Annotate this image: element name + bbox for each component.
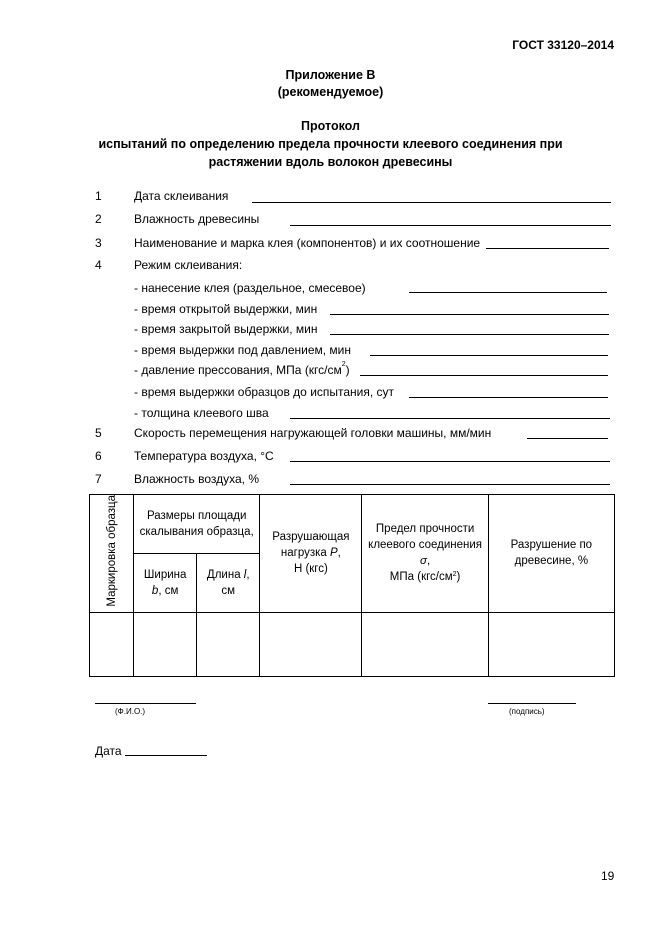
name-caption: (Ф.И.О.) [115, 707, 146, 716]
table-cell[interactable] [488, 612, 614, 676]
col-strength-unit: МПа (кгс/см [389, 571, 453, 584]
field-label-air-temp: Температура воздуха, °С [134, 449, 274, 463]
col-length-var: l [243, 568, 247, 581]
field-number: 2 [95, 212, 102, 226]
field-number: 5 [95, 426, 102, 440]
table-cell[interactable] [362, 612, 488, 676]
table-row [90, 612, 615, 676]
field-label-head-speed: Скорость перемещения нагружающей головки машины, мм/мин [134, 426, 492, 440]
pressure-tail: ) [345, 363, 350, 377]
field-line-glue-date[interactable] [252, 202, 611, 203]
name-signature-line[interactable] [95, 703, 196, 704]
col-length-b: , [246, 568, 250, 581]
protocol-subtitle-line1: испытаний по определению предела прочности клеевого соединения при [98, 137, 563, 151]
field-line-glue-thickness[interactable] [290, 418, 610, 419]
field-label-glue-name: Наименование и марка клея (компонентов) и их соотношение [134, 236, 481, 250]
col-load-var: P [330, 547, 338, 560]
field-line-sample-hold[interactable] [409, 397, 608, 398]
col-wood-failure: Разрушение по древесине, % [488, 495, 614, 613]
signature-line[interactable] [488, 703, 576, 704]
field-line-glue-name[interactable] [486, 248, 609, 249]
field-number: 7 [95, 472, 102, 486]
col-width-var: b [151, 584, 159, 597]
col-marking-text: Маркировка образца [105, 495, 118, 607]
col-width-a: Ширина [143, 568, 187, 581]
field-label-closed-time: - время закрытой выдержки, мин [134, 322, 318, 336]
page-number: 19 [601, 869, 615, 883]
field-line-air-temp[interactable] [290, 461, 610, 462]
col-length [197, 553, 260, 612]
pressure-text: - давление прессования, МПа (кгс/см [134, 363, 342, 377]
col-load-unit: Н (кгс) [293, 563, 328, 576]
col-width [134, 553, 197, 612]
col-strength-var: σ [420, 555, 427, 568]
field-number: 1 [95, 189, 102, 203]
col-load-b: , [337, 547, 341, 560]
date-label: Дата [95, 744, 122, 758]
pressure-sup: 2 [341, 361, 346, 368]
field-number: 4 [95, 258, 102, 272]
field-line-closed-time[interactable] [330, 334, 609, 335]
appendix-title: Приложение В [285, 68, 376, 82]
col-length-a: Длина [206, 568, 244, 581]
table-cell[interactable] [90, 612, 134, 676]
protocol-subtitle-line2: растяжении вдоль волокон древесины [208, 155, 453, 169]
appendix-subtitle: (рекомендуемое) [277, 85, 384, 99]
field-label-press-time: - время выдержки под давлением, мин [134, 343, 351, 357]
field-number: 6 [95, 449, 102, 463]
field-line-glue-application[interactable] [409, 292, 607, 293]
field-label-wood-moisture: Влажность древесины [134, 212, 260, 226]
field-line-head-speed[interactable] [527, 438, 608, 439]
field-label-open-time: - время открытой выдержки, мин [134, 302, 318, 316]
col-strength-sup: 2 [452, 571, 457, 579]
protocol-table [89, 494, 615, 677]
table-cell[interactable] [134, 612, 197, 676]
field-label-glue-date: Дата склеивания [134, 189, 229, 203]
col-load [260, 495, 362, 613]
table-cell[interactable] [260, 612, 362, 676]
field-line-air-moisture[interactable] [290, 484, 610, 485]
field-line-wood-moisture[interactable] [290, 225, 611, 226]
field-label-glue-application: - нанесение клея (раздельное, смесевое) [134, 281, 366, 295]
col-marking [90, 495, 134, 613]
col-strength-tail: ) [456, 571, 461, 584]
col-load-a: Разрушающая нагрузка [272, 531, 350, 560]
col-width-unit: , см [158, 584, 179, 597]
field-number: 3 [95, 236, 102, 250]
field-line-open-time[interactable] [330, 314, 609, 315]
field-label-pressure [134, 363, 350, 377]
field-line-pressure[interactable] [360, 375, 608, 376]
field-line-press-time[interactable] [370, 355, 608, 356]
field-label-sample-hold: - время выдержки образцов до испытания, сут [134, 385, 395, 399]
standard-code: ГОСТ 33120–2014 [512, 38, 614, 52]
col-length-unit: см [221, 584, 236, 597]
col-strength-b: , [426, 555, 431, 568]
protocol-title: Протокол [301, 119, 360, 133]
table-cell[interactable] [197, 612, 260, 676]
col-strength-a: Предел прочности клеевого соединения [368, 523, 483, 552]
date-line[interactable] [125, 755, 207, 756]
col-dims-group: Размеры площади скалывания образца, [134, 495, 260, 554]
col-strength [362, 495, 488, 613]
signature-caption: (подпись) [509, 707, 545, 716]
field-label-glue-thickness: - толщина клеевого шва [134, 406, 269, 420]
field-label-glue-mode: Режим склеивания: [134, 258, 243, 272]
field-label-air-moisture: Влажность воздуха, % [134, 472, 259, 486]
